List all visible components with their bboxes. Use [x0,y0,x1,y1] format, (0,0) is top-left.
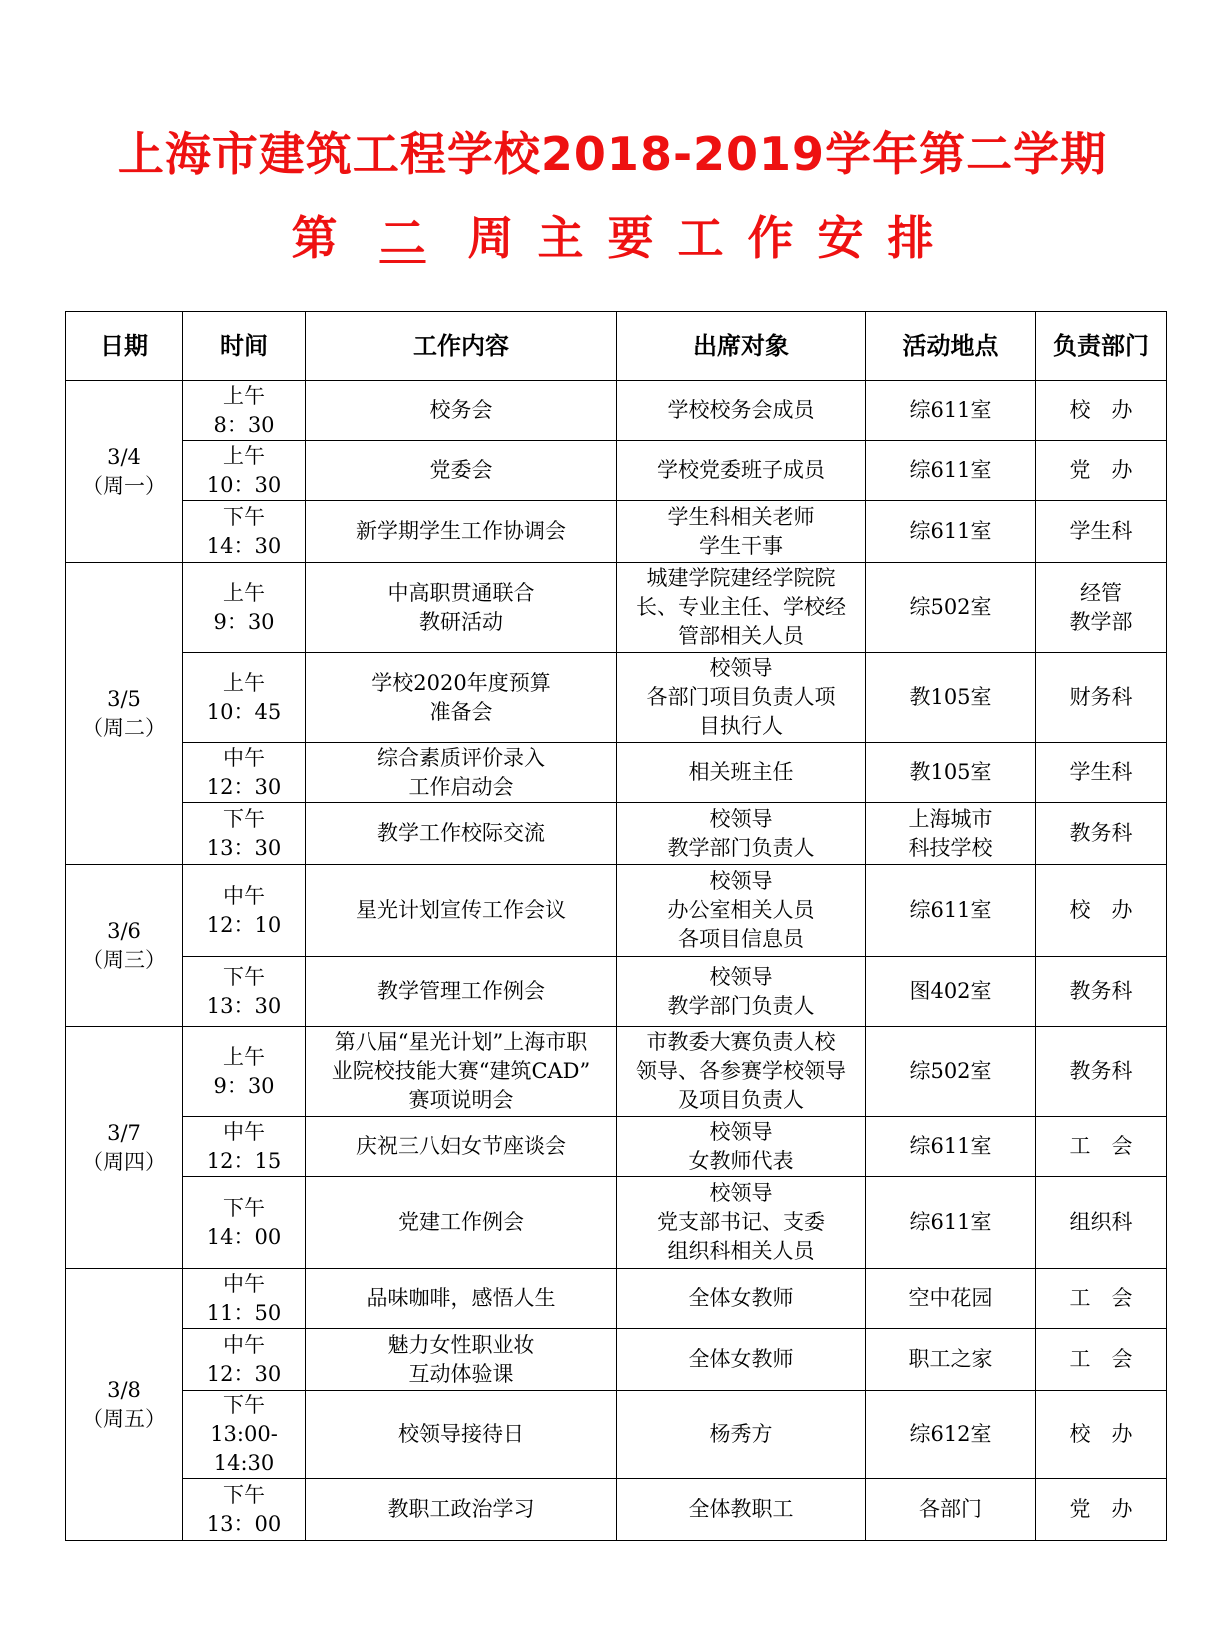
location-cell: 综611室 [866,1177,1036,1269]
content-cell: 中高职贯通联合 教研活动 [306,563,617,653]
attendees-cell: 校领导 办公室相关人员 各项目信息员 [617,865,866,957]
header-time: 时间 [183,312,306,381]
week-number: 二 [379,211,426,265]
table-row [66,381,1167,441]
location-cell: 空中花园 [866,1269,1036,1329]
content-cell: 教职工政治学习 [306,1479,617,1541]
subtitle-prefix: 第 [291,211,338,265]
dept-cell: 工 会 [1036,1329,1167,1391]
subtitle-word: 周 [467,211,514,265]
date-cell: 3/7 （周四） [66,1027,183,1269]
location-cell: 各部门 [866,1479,1036,1541]
dept-cell: 教务科 [1036,957,1167,1027]
header-location: 活动地点 [866,312,1036,381]
attendees-cell: 校领导 教学部门负责人 [617,957,866,1027]
subtitle-word: 要 [607,211,654,265]
table-row [66,1177,1167,1269]
subtitle-word: 安 [817,211,864,265]
content-cell: 校领导接待日 [306,1391,617,1479]
attendees-cell: 全体女教师 [617,1269,866,1329]
table-row [66,501,1167,563]
attendees-cell: 学校党委班子成员 [617,441,866,501]
header-date: 日期 [66,312,183,381]
table-row [66,1269,1167,1329]
header-dept: 负责部门 [1036,312,1167,381]
dept-cell: 工 会 [1036,1117,1167,1177]
content-cell: 第八届“星光计划”上海市职 业院校技能大赛“建筑CAD” 赛项说明会 [306,1027,617,1117]
dept-cell: 党 办 [1036,1479,1167,1541]
dept-cell: 校 办 [1036,381,1167,441]
content-cell: 新学期学生工作协调会 [306,501,617,563]
content-cell: 魅力女性职业妆 互动体验课 [306,1329,617,1391]
location-cell: 教105室 [866,743,1036,803]
attendees-cell: 校领导 各部门项目负责人项 目执行人 [617,653,866,743]
content-cell: 学校2020年度预算 准备会 [306,653,617,743]
dept-cell: 经管 教学部 [1036,563,1167,653]
attendees-cell: 校领导 教学部门负责人 [617,803,866,865]
content-cell: 综合素质评价录入 工作启动会 [306,743,617,803]
table-row [66,865,1167,957]
time-cell: 中午 12：30 [183,1329,306,1391]
dept-cell: 校 办 [1036,865,1167,957]
time-cell: 下午 14：30 [183,501,306,563]
location-cell: 综502室 [866,563,1036,653]
location-cell: 上海城市 科技学校 [866,803,1036,865]
table-row [66,743,1167,803]
table-row [66,1479,1167,1541]
time-cell: 下午 14：00 [183,1177,306,1269]
dept-cell: 党 办 [1036,441,1167,501]
date-cell: 3/5 （周二） [66,563,183,865]
dept-cell: 学生科 [1036,501,1167,563]
header-attendees: 出席对象 [617,312,866,381]
location-cell: 综611室 [866,1117,1036,1177]
time-cell: 下午 13:00- 14:30 [183,1391,306,1479]
content-cell: 星光计划宣传工作会议 [306,865,617,957]
location-cell: 职工之家 [866,1329,1036,1391]
attendees-cell: 校领导 党支部书记、支委 组织科相关人员 [617,1177,866,1269]
time-cell: 上午 9：30 [183,563,306,653]
attendees-cell: 相关班主任 [617,743,866,803]
date-cell: 3/8 （周五） [66,1269,183,1541]
location-cell: 综611室 [866,501,1036,563]
location-cell: 综611室 [866,441,1036,501]
dept-cell: 组织科 [1036,1177,1167,1269]
table-row [66,957,1167,1027]
attendees-cell: 杨秀方 [617,1391,866,1479]
location-cell: 图402室 [866,957,1036,1027]
dept-cell: 财务科 [1036,653,1167,743]
time-cell: 下午 13：30 [183,803,306,865]
dept-cell: 教务科 [1036,1027,1167,1117]
header-content: 工作内容 [306,312,617,381]
dept-cell: 学生科 [1036,743,1167,803]
attendees-cell: 全体女教师 [617,1329,866,1391]
subtitle-word: 排 [887,211,934,265]
table-row [66,803,1167,865]
date-cell: 3/6 （周三） [66,865,183,1027]
content-cell: 党建工作例会 [306,1177,617,1269]
content-cell: 庆祝三八妇女节座谈会 [306,1117,617,1177]
dept-cell: 教务科 [1036,803,1167,865]
location-cell: 综611室 [866,865,1036,957]
content-cell: 党委会 [306,441,617,501]
time-cell: 上午 10：45 [183,653,306,743]
location-cell: 综502室 [866,1027,1036,1117]
attendees-cell: 学生科相关老师 学生干事 [617,501,866,563]
attendees-cell: 城建学院建经学院院 长、专业主任、学校经 管部相关人员 [617,563,866,653]
location-cell: 教105室 [866,653,1036,743]
table-row [66,653,1167,743]
time-cell: 上午 10：30 [183,441,306,501]
table-row [66,563,1167,653]
dept-cell: 工 会 [1036,1269,1167,1329]
dept-cell: 校 办 [1036,1391,1167,1479]
table-row [66,441,1167,501]
content-cell: 校务会 [306,381,617,441]
time-cell: 上午 8：30 [183,381,306,441]
subtitle-word: 作 [747,211,794,265]
content-cell: 品味咖啡，感悟人生 [306,1269,617,1329]
document-title: 上海市建筑工程学校2018-2019学年第二学期 [117,127,1108,181]
location-cell: 综612室 [866,1391,1036,1479]
time-cell: 中午 12：15 [183,1117,306,1177]
time-cell: 上午 9：30 [183,1027,306,1117]
time-cell: 中午 12：30 [183,743,306,803]
subtitle-word: 主 [537,211,584,265]
table-row [66,1329,1167,1391]
table-row [66,1027,1167,1117]
time-cell: 下午 13：00 [183,1479,306,1541]
content-cell: 教学管理工作例会 [306,957,617,1027]
date-cell: 3/4 （周一） [66,381,183,563]
time-cell: 下午 13：30 [183,957,306,1027]
table-row [66,1117,1167,1177]
attendees-cell: 全体教职工 [617,1479,866,1541]
attendees-cell: 学校校务会成员 [617,381,866,441]
content-cell: 教学工作校际交流 [306,803,617,865]
subtitle-word: 工 [677,211,724,265]
time-cell: 中午 12：10 [183,865,306,957]
attendees-cell: 市教委大赛负责人校 领导、各参赛学校领导 及项目负责人 [617,1027,866,1117]
location-cell: 综611室 [866,381,1036,441]
time-cell: 中午 11：50 [183,1269,306,1329]
document-subtitle [0,202,1225,268]
schedule-table [65,311,1167,1541]
attendees-cell: 校领导 女教师代表 [617,1117,866,1177]
header-row [66,312,1167,381]
table-row [66,1391,1167,1479]
